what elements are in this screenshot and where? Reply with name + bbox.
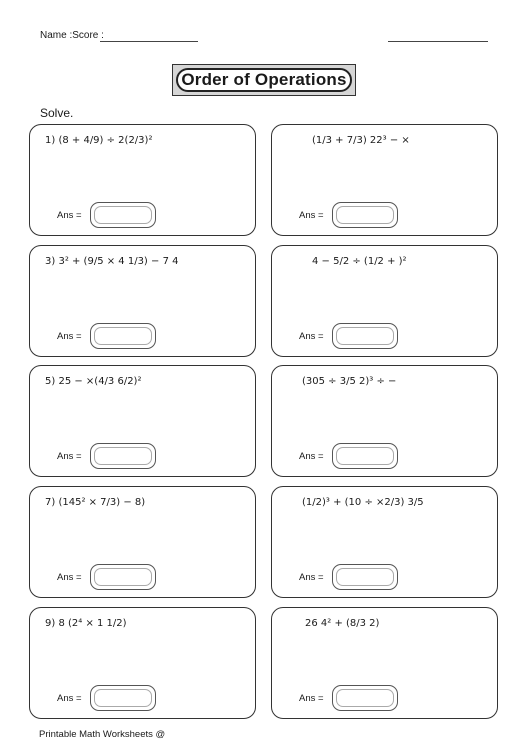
problem-card-2	[271, 124, 498, 236]
name-score-label: Name :Score :	[40, 30, 104, 41]
answer-box[interactable]	[90, 202, 156, 228]
answer-box[interactable]	[332, 202, 398, 228]
answer-label: Ans =	[299, 331, 324, 342]
answer-box[interactable]	[332, 685, 398, 711]
score-line	[388, 41, 488, 42]
problem-card-5	[29, 365, 256, 477]
problem-card-10	[271, 607, 498, 719]
instruction-text: Solve.	[40, 106, 74, 120]
problem-expression: (1/3 + 7/3) 22³ − ×	[312, 135, 410, 146]
answer-label: Ans =	[57, 451, 82, 462]
problem-number: 3)	[45, 256, 56, 267]
footer-text: Printable Math Worksheets @	[39, 729, 166, 740]
answer-label: Ans =	[299, 451, 324, 462]
answer-label: Ans =	[299, 572, 324, 583]
problem-expression: (145² × 7/3) − 8)	[58, 497, 146, 508]
answer-box[interactable]	[90, 443, 156, 469]
name-line	[100, 41, 198, 42]
answer-label: Ans =	[299, 693, 324, 704]
problem-8	[302, 497, 424, 508]
problem-card-4	[271, 245, 498, 357]
problem-expression: 4 − 5/2 ÷ (1/2 + )²	[312, 256, 407, 267]
problem-number: 1)	[45, 135, 56, 146]
problem-1	[45, 135, 152, 146]
answer-label: Ans =	[57, 693, 82, 704]
problem-10	[305, 618, 379, 629]
problem-expression: (8 + 4/9) ÷ 2(2/3)²	[58, 135, 153, 146]
answer-box[interactable]	[90, 564, 156, 590]
problem-card-6	[271, 365, 498, 477]
answer-label: Ans =	[57, 331, 82, 342]
problem-number: 7)	[45, 497, 56, 508]
answer-label: Ans =	[57, 210, 82, 221]
problem-expression: 3² + (9/5 × 4 1/3) − 7 4	[58, 256, 179, 267]
problem-card-3	[29, 245, 256, 357]
problem-expression: (1/2)³ + (10 ÷ ×2/3) 3/5	[302, 497, 424, 508]
problem-5	[45, 376, 141, 387]
problem-9	[45, 618, 127, 629]
problem-number: 9)	[45, 618, 56, 629]
answer-label: Ans =	[299, 210, 324, 221]
problem-card-9	[29, 607, 256, 719]
answer-box[interactable]	[332, 323, 398, 349]
answer-box[interactable]	[332, 443, 398, 469]
problem-3	[45, 256, 178, 267]
problem-number: 5)	[45, 376, 56, 387]
problem-card-1	[29, 124, 256, 236]
problem-expression: 26 4² + (8/3 2)	[305, 618, 380, 629]
problem-card-8	[271, 486, 498, 598]
title-frame	[172, 64, 356, 96]
problem-4	[312, 256, 407, 267]
problem-7	[45, 497, 145, 508]
answer-label: Ans =	[57, 572, 82, 583]
page-title: Order of Operations	[176, 68, 352, 92]
answer-box[interactable]	[90, 323, 156, 349]
problem-6	[302, 376, 396, 387]
problem-expression: 25 − ×(4/3 6/2)²	[58, 376, 142, 387]
problem-expression: (305 ÷ 3/5 2)³ ÷ −	[302, 376, 397, 387]
answer-box[interactable]	[90, 685, 156, 711]
answer-box[interactable]	[332, 564, 398, 590]
problem-card-7	[29, 486, 256, 598]
problem-expression: 8 (2⁴ × 1 1/2)	[58, 618, 127, 629]
problem-2	[312, 135, 410, 146]
